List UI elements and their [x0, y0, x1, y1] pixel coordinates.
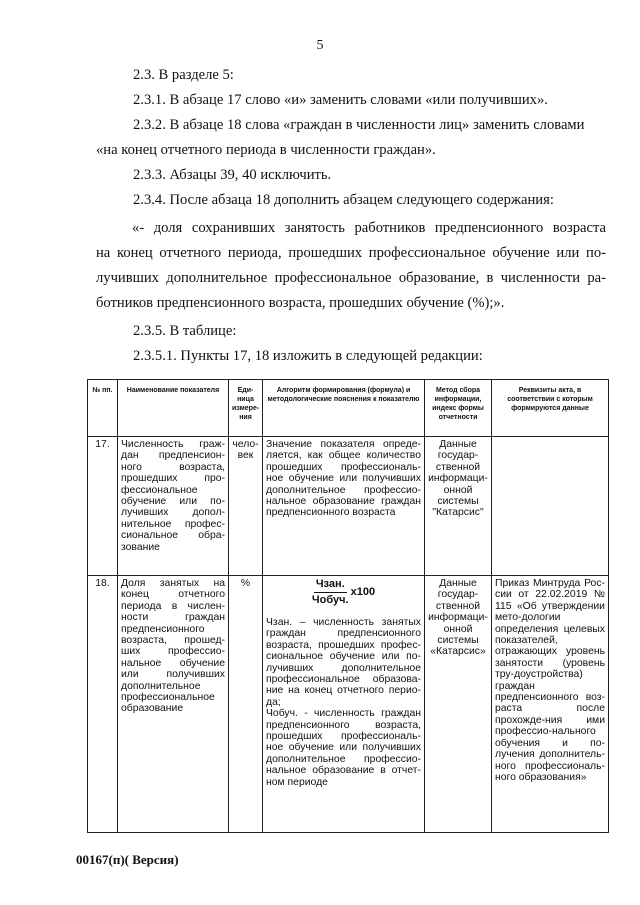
header-method: Метод сбора информации, индекс формы отчетности	[425, 380, 492, 437]
formula-numerator: Чзан.	[314, 578, 347, 593]
quote-line: на конец отчетного периода, прошедших профессиональное обучение или по-	[96, 245, 606, 261]
unit-cell: чело-век	[229, 437, 263, 576]
quote-line: лучивших дополнительное профессиональное образование, в численности ра-	[96, 270, 606, 286]
formula-fraction	[312, 578, 349, 607]
indicator-name: Доля занятых на конец отчетного периода в числен-ности граждан предпенсионного возраста, прошед-ших профессио-нальное обучение или получивших дополнительное профессиональное образование	[118, 576, 229, 833]
method-cell: Данные государ-ственной информаци-онной системы «Катарсис»	[425, 576, 492, 833]
unit-cell: %	[229, 576, 263, 833]
quote-line: «- доля сохранивших занятость работников предпенсионного возраста	[132, 220, 606, 236]
definition-employed: Чзан. – численность занятых граждан предпенсионного возраста, прошедших профес-сиональное обучение или по-лучивших дополнительное профессиональное образова-ние на конец отчетного перио-да;	[266, 617, 421, 708]
row-number: 17.	[88, 437, 118, 576]
method-cell: Данные государ-ственной информаци-онной системы "Катарсис"	[425, 437, 492, 576]
requisites-cell	[492, 437, 609, 576]
table-header-row	[88, 380, 609, 437]
formula	[266, 578, 421, 607]
header-unit: Еди-ница измере-ния	[229, 380, 263, 437]
page-number: 5	[316, 38, 324, 53]
algorithm-cell: Значение показателя опреде-ляется, как общее количество прошедших профессиональ-ное обучение или получивших дополнительное профессио-нальное образование граждан предпенсионного возраста	[263, 437, 425, 576]
row-number: 18.	[88, 576, 118, 833]
quote-line: ботников предпенсионного возраста, прошедших обучение (%);».	[96, 295, 505, 311]
header-num: № пп.	[88, 380, 118, 437]
table-row	[88, 576, 609, 833]
indicator-name: Численность граж-дан предпенсион-ного возраста, прошедших про-фессиональное обучение или по-лучивших допол-нительное профес-сиональное обра-зование	[118, 437, 229, 576]
header-name: Наименование показателя	[118, 380, 229, 437]
paragraph-2-3-5-1: 2.3.5.1. Пункты 17, 18 изложить в следующей редакции:	[133, 348, 483, 364]
requisites-cell: Приказ Минтруда Рос-сии от 22.02.2019 № 115 «Об утверждении мето-дологии определения целевых показателей, отражающих уровень занятости (уровень тру-доустройства) граждан предпенсионного воз-раста после прохожде-ния ими профессио-нального обучения и по-лучения дополнитель-ного профессиональ-ного образования»	[492, 576, 609, 833]
indicator-table	[87, 379, 609, 833]
header-algorithm: Алгоритм формирования (формула) и методологические пояснения к показателю	[263, 380, 425, 437]
formula-multiplier: x100	[350, 585, 376, 598]
quoted-paragraph	[96, 216, 606, 316]
formula-denominator: Чобуч.	[311, 594, 349, 606]
paragraph-2-3-5: 2.3.5. В таблице:	[133, 323, 237, 339]
paragraph-2-3-2-line1: 2.3.2. В абзаце 18 слова «граждан в численности лиц» заменить словами	[133, 117, 585, 133]
paragraph-2-3: 2.3. В разделе 5:	[133, 67, 234, 83]
document-footer: 00167(п)( Версия)	[76, 852, 179, 867]
paragraph-2-3-4: 2.3.4. После абзаца 18 дополнить абзацем следующего содержания:	[133, 192, 554, 208]
paragraph-2-3-1: 2.3.1. В абзаце 17 слово «и» заменить словами «или получивших».	[133, 92, 548, 108]
table-row	[88, 437, 609, 576]
paragraph-2-3-3: 2.3.3. Абзацы 39, 40 исключить.	[133, 167, 332, 183]
header-requisites: Реквизиты акта, в соответствии с которым формируются данные	[492, 380, 609, 437]
algorithm-cell	[263, 576, 425, 833]
definition-trained: Чобуч. - численность граждан предпенсионного возраста, прошедших профессиональ-ное обучение или получивших дополнительное профессио-нальное образование в отчет-ном периоде	[266, 708, 421, 788]
paragraph-2-3-2-line2: «на конец отчетного периода в численности граждан».	[96, 142, 436, 158]
